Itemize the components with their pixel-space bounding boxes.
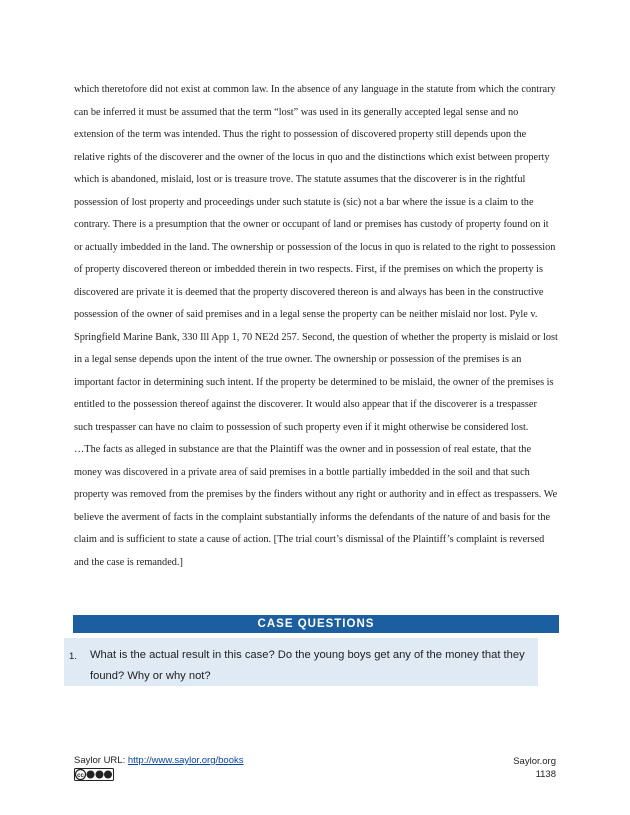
source-link[interactable]: http://www.saylor.org/books <box>127 755 244 766</box>
page-number: 1138 <box>535 769 556 780</box>
cc-license-icon <box>74 768 114 781</box>
body-text <box>74 79 558 574</box>
footer-right <box>513 755 556 781</box>
paragraph-1: which theretofore did not exist at common law. In the absence of any language in the statute from which the contrary can be inferred it must be assumed that the term “lost” was used in its generally accepted legal sense and no extension of the term was intended. Thus the right to possession of discovered property still depends upon the relative rights of the discoverer and the owner of the locus in quo and the distinctions which exist between property which is abandoned, mislaid, lost or is treasure trove. The statute assumes that the discoverer is in the rightful possession of lost property and proceedings under such statute is (sic) not a bar where the issue is a claim to the contrary. There is a presumption that the owner or occupant of land or premises has custody of property found on it or actually imbedded in the land. The ownership or possession of the locus in quo is related to the right to possession of property discovered thereon or imbedded therein in two respects. First, if the premises on which the property is discovered are private it is deemed that the property discovered thereon is and always has been in the constructive possession of the owner of said premises and in a legal sense the property can be neither mislaid nor lost. Pyle v. Springfield Marine Bank, 330 Ill App 1, 70 NE2d 257. Second, the question of whether the property is mislaid or lost in a legal sense depends upon the intent of the true owner. The ownership or possession of the premises is an important factor in determining such intent. If the property be determined to be mislaid, the owner of the premises is entitled to the possession thereof against the discoverer. It would also appear that if the discoverer is a trespasser such trespasser can have no claim to possession of such property even if it might otherwise be considered lost. <box>74 84 558 433</box>
question-text: What is the actual result in this case? Do the young boys get any of the money that they found? Why or why not? <box>90 649 525 682</box>
question-number: 1. <box>69 651 77 662</box>
cc-badge-text: cc <box>77 773 84 779</box>
case-questions-heading: CASE QUESTIONS <box>73 615 559 633</box>
footer-source <box>74 755 244 766</box>
paragraph-2: …The facts as alleged in substance are that the Plaintiff was the owner and in possession of real estate, that the money was discovered in a private area of said premises in a bottle partially imbedded in the soil and that such property was removed from the premises by the finders without any right or authority and in effect as trespassers. We believe the averment of facts in the complaint substantially informs the defendants of the nature of and basis for the claim and is sufficient to state a cause of action. [The trial court’s dismissal of the Plaintiff’s complaint is reversed and the case is remanded.] <box>74 444 558 568</box>
publisher: Saylor.org <box>513 756 556 767</box>
source-label: Saylor URL: <box>74 755 128 766</box>
